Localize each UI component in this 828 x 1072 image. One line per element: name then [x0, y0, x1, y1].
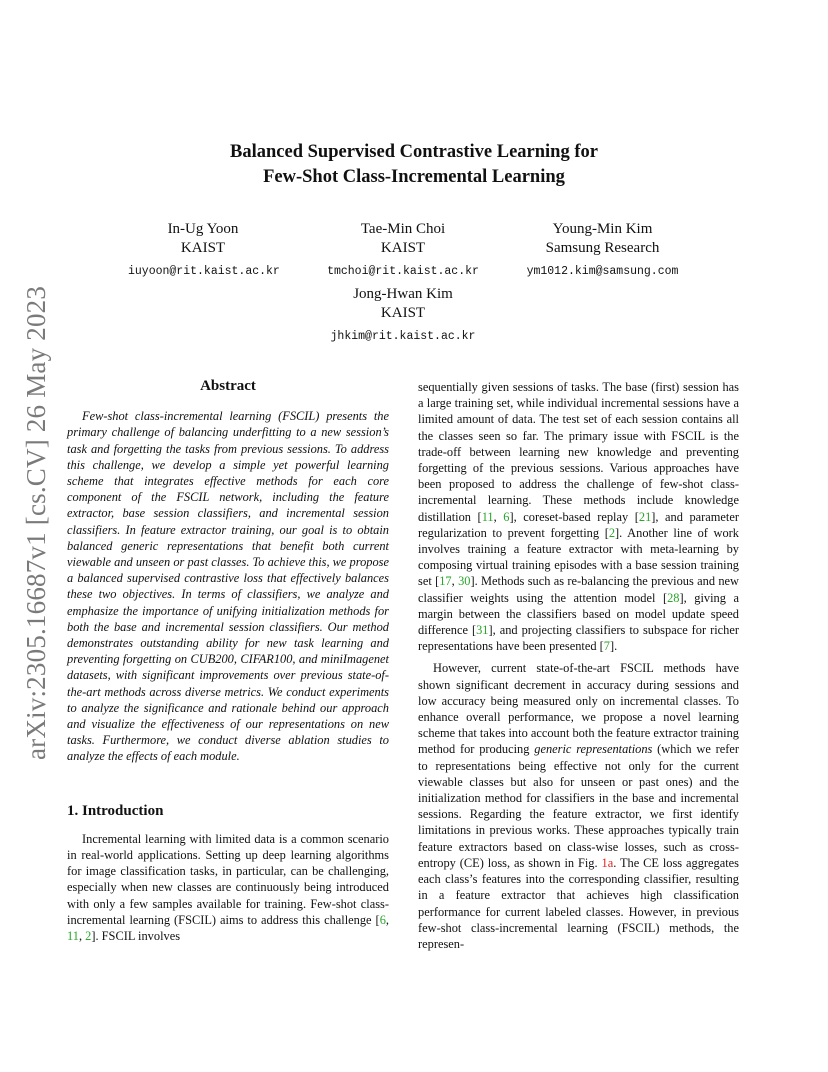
author-1: [128, 220, 278, 281]
citation-link[interactable]: 6: [379, 912, 386, 927]
left-column: [67, 378, 389, 944]
section-heading-introduction: 1. Introduction: [67, 802, 164, 819]
citation-link[interactable]: 7: [603, 639, 610, 654]
abstract-heading: Abstract: [200, 378, 256, 394]
author-affiliation: Samsung Research: [545, 240, 660, 256]
citation-link[interactable]: 17: [439, 574, 452, 589]
intro-paragraph-1: Incremental learning with limited data is a common scenario in real-world applications. Setting up deep learning algorithms for image classification tasks, in particular, can be challenging, especially when new classes are continuously being introduced with only a few samples available for training. Few-shot class-incremental learning (FSCIL) aims to address this challenge [6, 11, 2]. FSCIL involves: [67, 831, 389, 944]
author-3: [515, 220, 690, 281]
author-email[interactable]: tmchoi@rit.kaist.ac.kr: [327, 265, 479, 278]
arxiv-identifier: arXiv:2305.16687v1 [cs.CV] 26 May 2023: [21, 285, 51, 760]
right-paragraph-2: However, current state-of-the-art FSCIL methods have shown significant decrement in accuracy during sessions and low accuracy being measured only on incremental classes. To enhance overall performance, we propose a novel learning scheme that takes into account both the feature extractor training method for producing generic representations (which we refer to representations being effective not only for the current viewable classes but also for unseen or past ones) and the initialization method for classifiers in the base and incremental sessions. Regarding the feature extractor, we first identify limitations in previous works. These approaches typically train feature extractors based on class-wise losses, such as cross-entropy (CE) loss, as shown in Fig. 1a. The CE loss aggregates each class’s features into the corresponding classifier, resulting in a feature extractor that achieves high classification performance for current labeled classes. However, in previous few-shot class-incremental learning (FSCIL) methods, the represen-: [418, 661, 739, 951]
title-line-2: Few-Shot Class-Incremental Learning: [263, 167, 565, 187]
abstract-body: Few-shot class-incremental learning (FSCIL) presents the primary challenge of balancing underfitting to a new session’s task and forgetting the tasks from previous sessions. To address this challenge, we develop a simple yet powerful learning scheme that integrates effective methods for each core component of the FSCIL network, including the feature extractor, base session classifiers, and incremental session classifiers. In feature extractor training, our goal is to obtain balanced generic representations that benefit both current viewable and unseen or past classes. To achieve this, we propose a balanced supervised contrastive loss that effectively balances these two objectives. In terms of classifiers, we analyze and emphasize the importance of unifying initialization methods for both the base and incremental session classifiers. Our method demonstrates outstanding ability for new task learning and preventing forgetting on CUB200, CIFAR100, and miniImagenet datasets, with significant improvements over previous state-of-the-art methods across diverse metrics. We conduct experiments to analyze the significance and rationale behind our approach and visualize the effectiveness of our representations on new tasks. Furthermore, we conduct diverse ablation studies to analyze the effects of each module.: [67, 409, 389, 764]
citation-link[interactable]: 6: [503, 509, 510, 524]
author-name: Jong-Hwan Kim: [353, 286, 453, 302]
citation-link[interactable]: 30: [458, 574, 471, 589]
author-email[interactable]: ym1012.kim@samsung.com: [526, 265, 679, 278]
author-affiliation: KAIST: [180, 240, 226, 256]
author-email[interactable]: iuyoon@rit.kaist.ac.kr: [128, 265, 280, 278]
author-affiliation: KAIST: [380, 305, 426, 321]
author-email[interactable]: jhkim@rit.kaist.ac.kr: [330, 330, 476, 343]
right-column: [418, 379, 739, 952]
author-4: [313, 285, 493, 346]
citation-link[interactable]: 11: [67, 929, 79, 944]
author-affiliation: KAIST: [380, 240, 426, 256]
title-line-1: Balanced Supervised Contrastive Learning for: [230, 142, 598, 162]
citation-link[interactable]: 21: [638, 509, 652, 524]
citation-link[interactable]: 31: [476, 623, 489, 638]
citation-link[interactable]: 2: [85, 929, 92, 944]
right-paragraph-1: sequentially given sessions of tasks. The base (first) session has a large training set, while individual incremental sessions have a limited amount of data. The test set of each session contains all the classes seen so far. The primary issue with FSCIL is the trade-off between learning new knowledge and preventing forgetting of the previous sessions. Various approaches have been proposed to address the challenge of few-shot class-incremental learning. These methods include knowledge distillation [11, 6], coreset-based replay [21], and parameter regularization to prevent forgetting [2]. Another line of work involves training a feature extractor with meta-learning by composing virtual training episodes with a base session training set [17, 30]. Methods such as re-balancing the previous and new classifier weights using the attention model [28], giving a margin between the classifiers based on model update speed difference [31], and projecting classifiers to subspace for richer representations have been presented [7].: [418, 380, 740, 654]
citation-link[interactable]: 11: [481, 509, 494, 524]
paper-title: [0, 140, 828, 190]
author-name: Young-Min Kim: [552, 221, 653, 237]
citation-link[interactable]: 2: [608, 525, 616, 540]
figure-reference-link[interactable]: 1a: [601, 855, 614, 870]
citation-link[interactable]: 28: [667, 590, 680, 605]
author-name: In-Ug Yoon: [167, 221, 239, 237]
author-name: Tae-Min Choi: [360, 221, 446, 237]
author-2: [313, 220, 493, 281]
emphasis-text: generic representations: [534, 742, 653, 757]
